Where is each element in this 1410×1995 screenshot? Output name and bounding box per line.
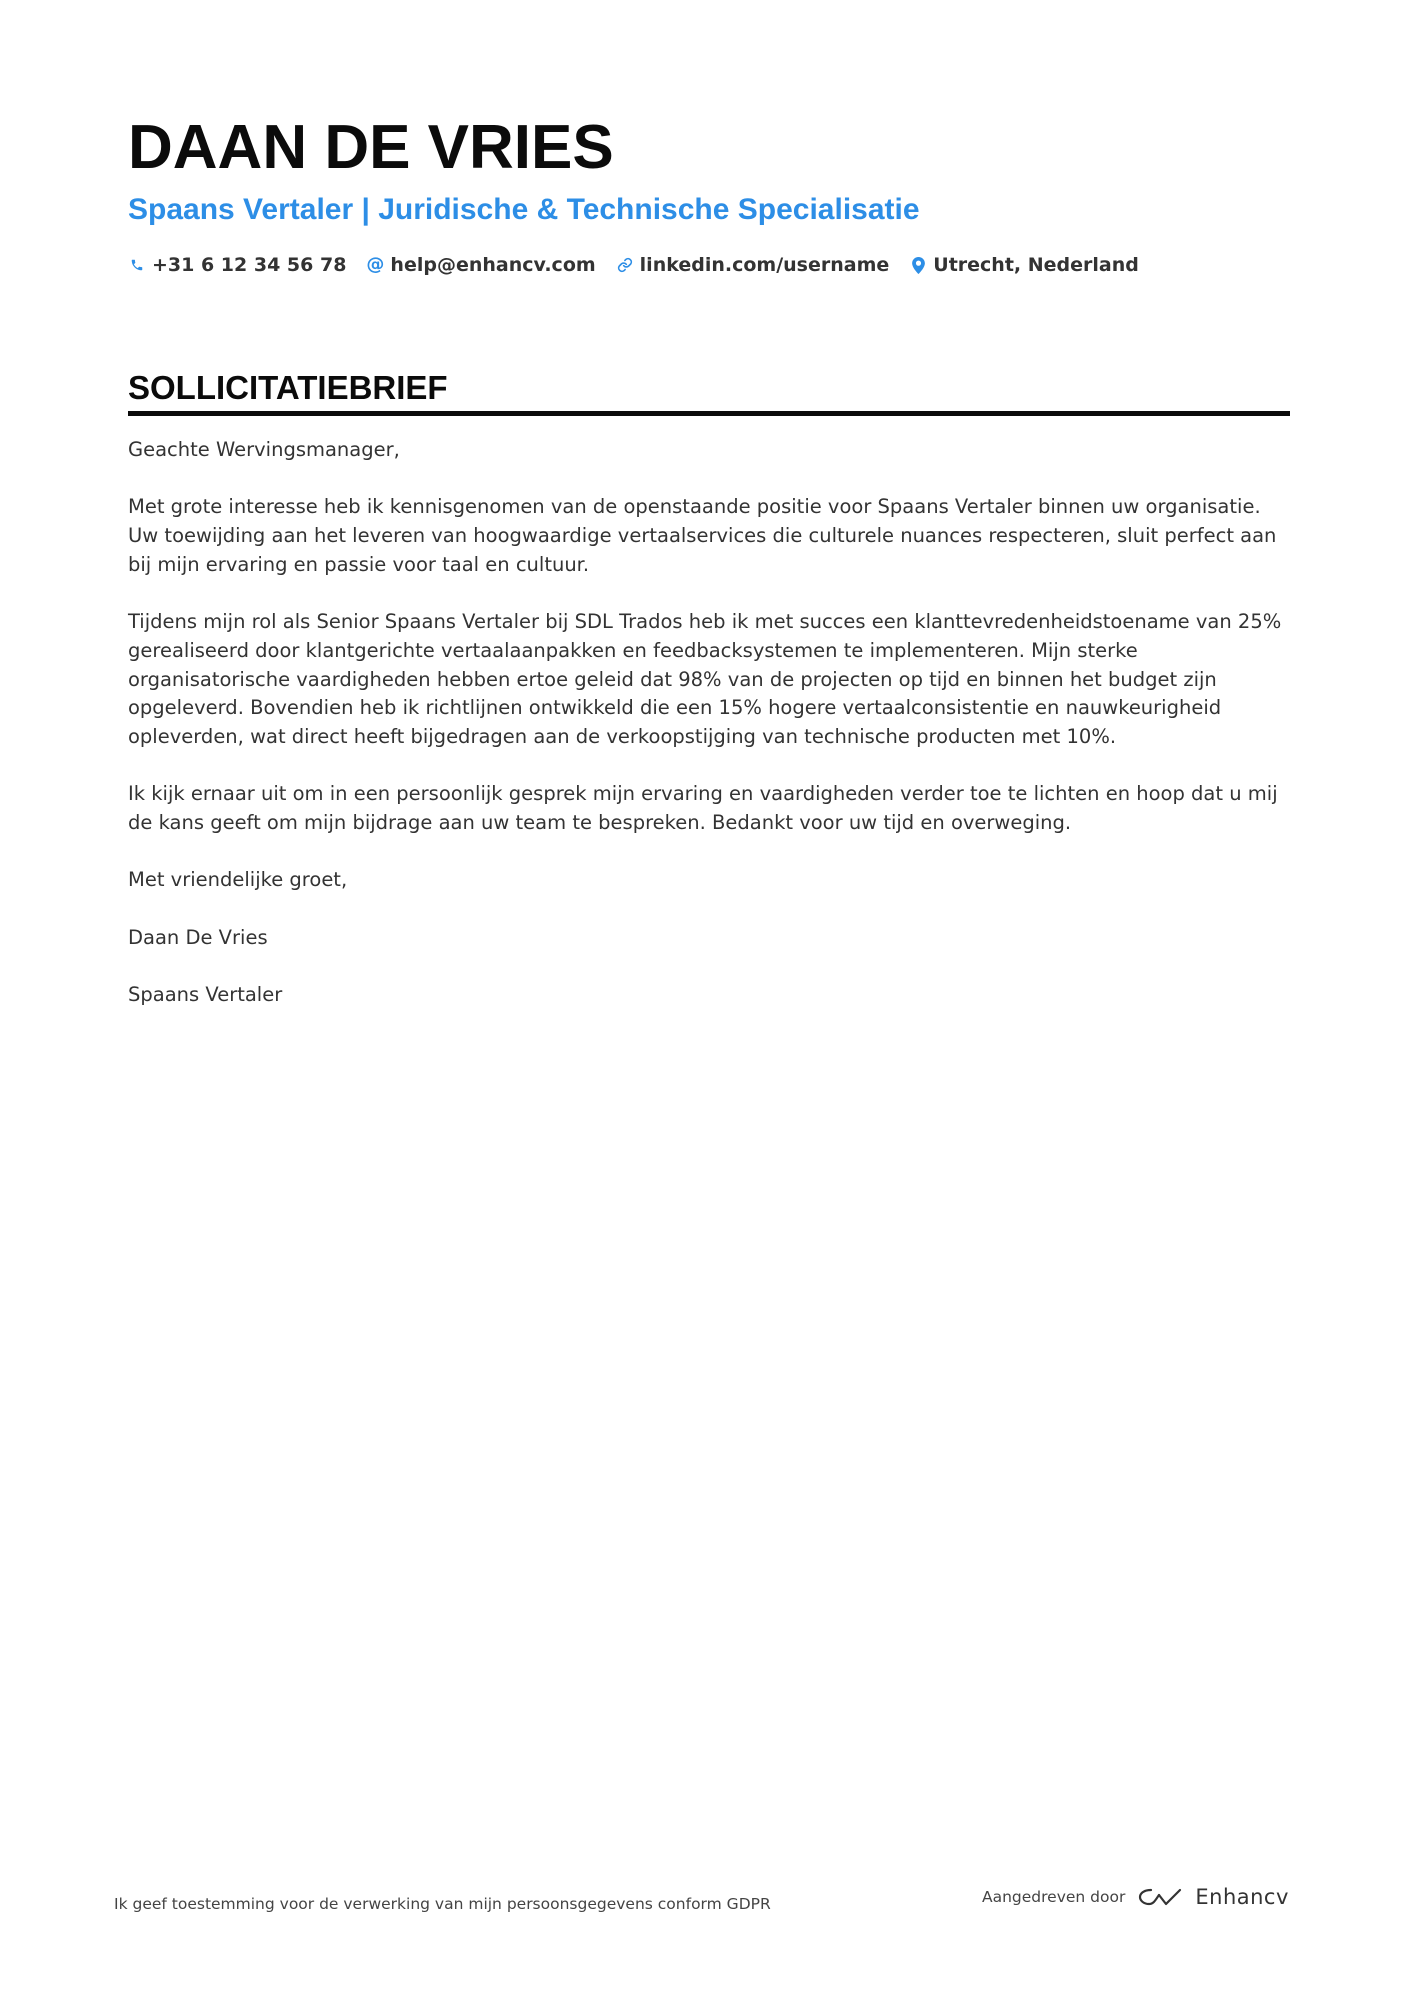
contact-phone (128, 254, 346, 276)
cover-letter-section (128, 368, 1290, 1039)
powered-by-label: Aangedreven door (982, 1888, 1126, 1906)
resume-header (128, 112, 1288, 276)
candidate-name: DAAN DE VRIES (128, 113, 614, 182)
enhancv-logo-icon[interactable] (1137, 1885, 1185, 1909)
contact-linkedin[interactable] (616, 254, 890, 276)
contact-location (909, 254, 1139, 276)
signature-title: Spaans Vertaler (128, 983, 283, 1007)
letter-paragraph: Ik kijk ernaar uit om in een persoonlijk gesprek mijn ervaring en vaardigheden verder toe te lichten en hoop dat u mij de kans geeft om mijn bijdrage aan uw team te bespreken. Bedankt voor uw tijd en overweging. (128, 782, 1278, 835)
candidate-title: Spaans Vertaler | Juridische & Technische Specialisatie (128, 193, 920, 226)
location-text: Utrecht, Nederland (933, 254, 1139, 276)
letter-paragraph: Met grote interesse heb ik kennisgenomen van de openstaande positie voor Spaans Vertaler binnen uw organisatie. Uw toewijding aan het leveren van hoogwaardige vertaalservices die culturele nuances respecteren, sluit perfect aan bij mijn ervaring en passie voor taal en cultuur. (128, 495, 1277, 576)
at-icon: @ (366, 254, 385, 275)
link-icon (616, 256, 634, 274)
linkedin-text[interactable]: linkedin.com/username (639, 254, 890, 276)
signature-name: Daan De Vries (128, 925, 268, 949)
brand-name[interactable]: Enhancv (1195, 1885, 1289, 1909)
phone-text: +31 6 12 34 56 78 (152, 254, 347, 276)
contact-email[interactable] (366, 254, 595, 276)
letter-closing: Met vriendelijke groet, (128, 868, 348, 892)
map-pin-icon (909, 256, 927, 274)
email-text[interactable]: help@enhancv.com (390, 254, 596, 276)
section-title: SOLLICITATIEBRIEF (128, 369, 448, 406)
letter-paragraph: Tijdens mijn rol als Senior Spaans Vertaler bij SDL Trados heb ik met succes een klanttevredenheidstoename van 25% gerealiseerd door klantgerichte vertaalaanpakken en feedbacksystemen te implementeren. Mijn sterke organisatorische vaardigheden hebben ertoe geleid dat 98% van de projecten op tijd en binnen het budget zijn opgeleverd. Bovendien heb ik richtlijnen ontwikkeld die een 15% hogere vertaalconsistentie en nauwkeurigheid opleverden, wat direct heeft bijgedragen aan de verkoopstijging van technische producten met 10%. (128, 610, 1282, 748)
section-divider (128, 411, 1290, 416)
letter-body (128, 436, 1290, 1010)
contact-bar (128, 254, 1288, 276)
letter-salutation: Geachte Wervingsmanager, (128, 438, 400, 461)
powered-by[interactable] (982, 1885, 1289, 1909)
gdpr-consent: Ik geef toestemming voor de verwerking van mijn persoonsgegevens conform GDPR (114, 1895, 771, 1913)
phone-icon (128, 256, 146, 274)
